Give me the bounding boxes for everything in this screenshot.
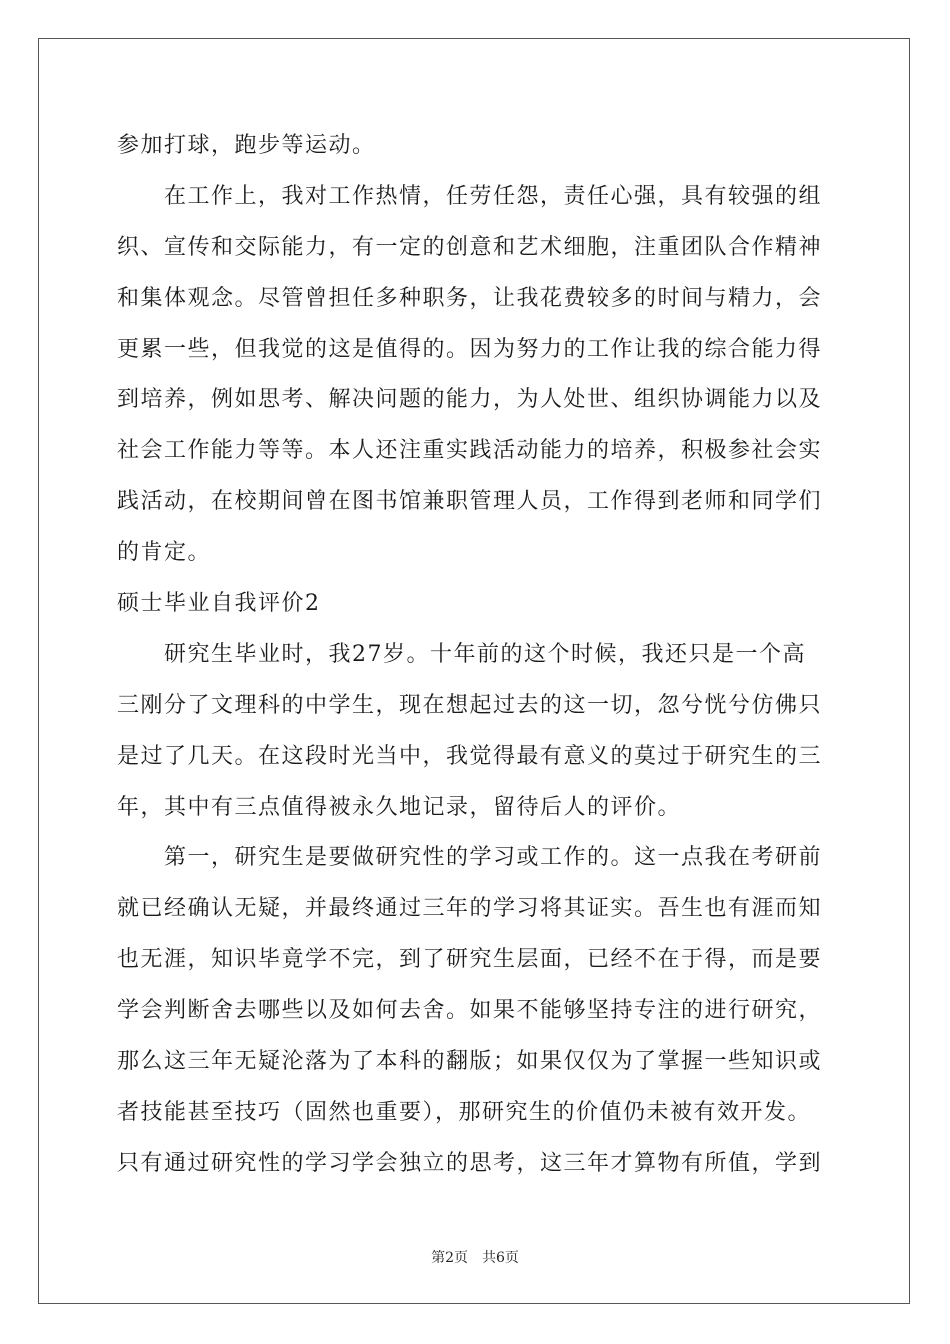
- text-line: 那么这三年无疑沦落为了本科的翻版；如果仅仅为了掌握一些知识或: [117, 1049, 823, 1075]
- text-line: 也无涯，知识毕竟学不完，到了研究生层面，已经不在于得，而是要: [117, 947, 823, 973]
- text-line: 三刚分了文理科的中学生，现在想起过去的这一切，忽兮恍兮仿佛只: [117, 692, 823, 718]
- page-number-footer: 第2页 共6页: [431, 1250, 519, 1266]
- text-line: 学会判断舍去哪些以及如何去舍。如果不能够坚持专注的进行研究，: [117, 998, 823, 1024]
- text-line: 只有通过研究性的学习学会独立的思考，这三年才算物有所值，学到: [117, 1150, 823, 1176]
- document-body: [117, 126, 833, 1195]
- text-line: 的肯定。: [117, 540, 212, 566]
- section-heading: 硕士毕业自我评价2: [117, 591, 321, 617]
- text-line: 是过了几天。在这段时光当中，我觉得最有意义的莫过于研究生的三: [117, 743, 823, 769]
- text-line: 织、宣传和交际能力，有一定的创意和艺术细胞，注重团队合作精神: [117, 234, 823, 260]
- text-line: 年，其中有三点值得被永久地记录，留待后人的评价。: [117, 794, 682, 820]
- text-line: 第一，研究生是要做研究性的学习或工作的。这一点我在考研前: [117, 845, 823, 871]
- text-line: 参加打球，跑步等运动。: [117, 133, 376, 158]
- text-line: 和集体观念。尽管曾担任多种职务，让我花费较多的时间与精力，会: [117, 285, 823, 311]
- text-line: 更累一些，但我觉的这是值得的。因为努力的工作让我的综合能力得: [117, 336, 823, 362]
- text-line: 社会工作能力等等。本人还注重实践活动能力的培养，积极参社会实: [117, 438, 823, 464]
- text-line: 者技能甚至技巧（固然也重要），那研究生的价值仍未被有效开发。: [117, 1099, 812, 1125]
- text-line: 到培养，例如思考、解决问题的能力，为人处世、组织协调能力以及: [117, 387, 823, 413]
- text-line: 研究生毕业时，我27岁。十年前的这个时候，我还只是一个高: [117, 641, 806, 667]
- text-line: 就已经确认无疑，并最终通过三年的学习将其证实。吾生也有涯而知: [117, 896, 823, 922]
- text-line: 在工作上，我对工作热情，任劳任怨，责任心强，具有较强的组: [117, 183, 823, 209]
- text-line: 践活动，在校期间曾在图书馆兼职管理人员，工作得到老师和同学们: [117, 489, 823, 515]
